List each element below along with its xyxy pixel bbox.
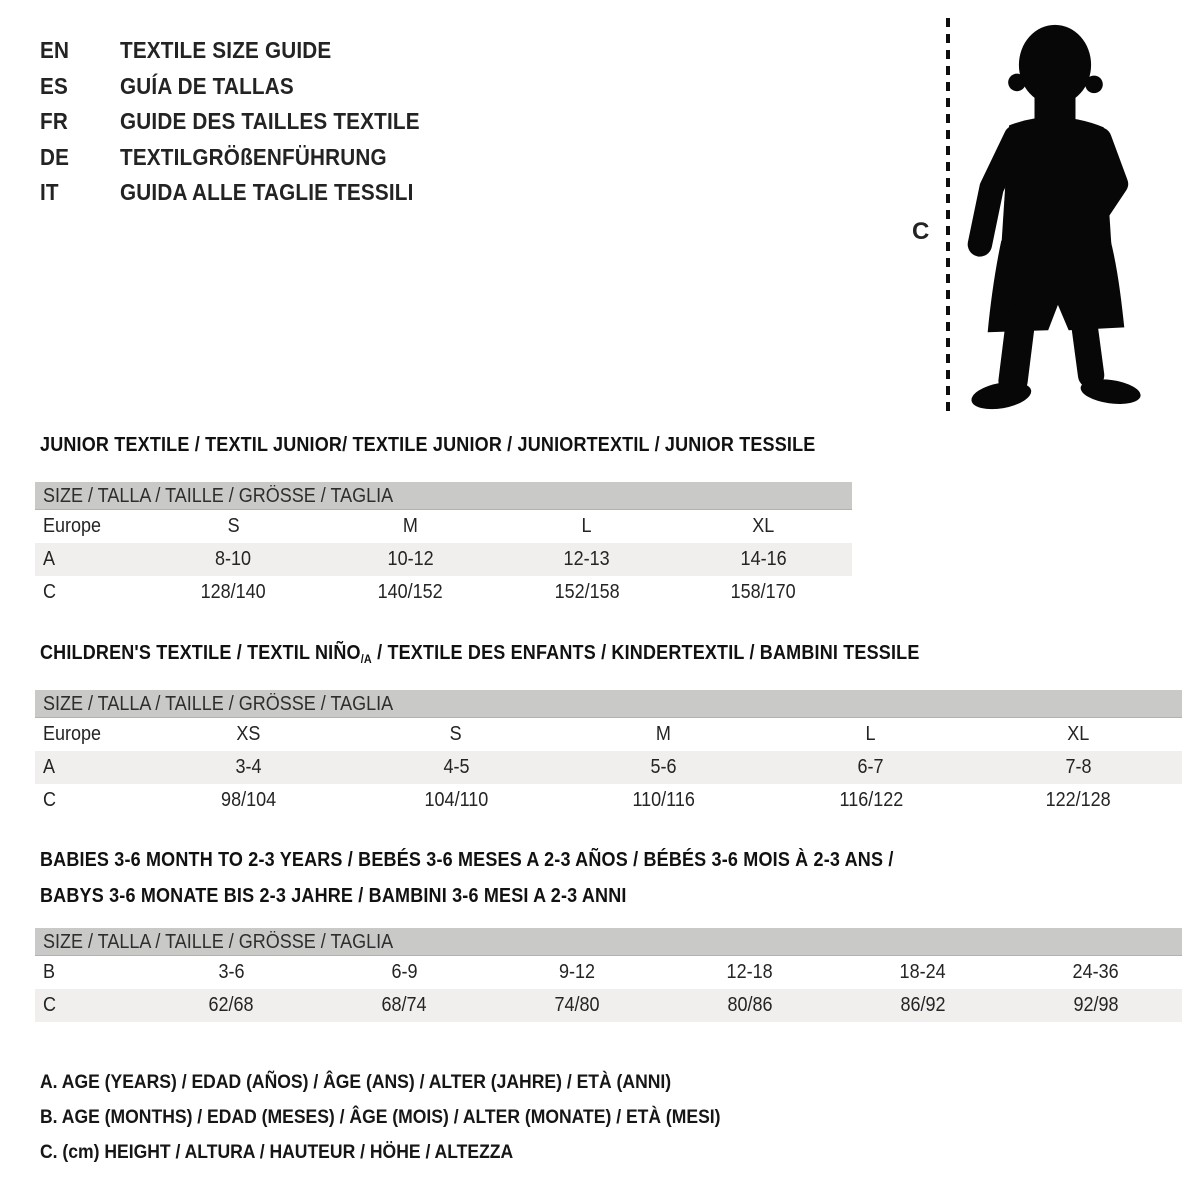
size-cell: M [402,515,418,537]
lang-row-en [40,33,453,69]
months-cell: 6-9 [391,961,418,983]
age-cell: 5-6 [650,756,677,778]
row-label: C [43,994,57,1016]
lang-code: DE [40,143,70,170]
height-cell: 92/98 [1073,994,1119,1016]
nino-a-subscript: /A [360,652,372,667]
legend-age-years: A. AGE (YEARS) / EDAD (AÑOS) / ÂGE (ANS) / ALTER (JAHRE) / ETÀ (ANNI) [40,1071,672,1093]
row-label: A [43,756,56,778]
lang-code: ES [40,72,68,99]
months-cell: 24-36 [1072,961,1119,983]
size-header-band: SIZE / TALLA / TAILLE / GRÖSSE / TAGLIA [35,482,852,510]
size-cell: L [865,723,876,745]
height-cell: 122/128 [1045,789,1111,811]
age-cell: 14-16 [740,548,787,570]
height-measure-label: C [912,218,930,245]
babies-section-title-line2: BABYS 3-6 MONATE BIS 2-3 JAHRE / BAMBINI 3-6 MESI A 2-3 ANNI [40,885,627,907]
height-cell: 128/140 [200,581,266,603]
height-measure-dashed-line [946,18,950,416]
legend-height-cm: C. (cm) HEIGHT / ALTURA / HAUTEUR / HÖHE / ALTEZZA [40,1141,514,1163]
height-cell: 158/170 [731,581,797,603]
toddler-silhouette-icon [960,20,1150,420]
row-label: B [43,961,56,983]
lang-code: FR [40,108,68,134]
lang-row-es [40,69,453,105]
size-cell: S [450,723,463,745]
height-cell: 62/68 [208,994,254,1016]
babies-size-table [35,928,1182,1022]
lang-code: EN [40,37,70,63]
size-cell: L [581,515,592,537]
table-row-europe [35,510,852,543]
row-label: Europe [43,723,102,745]
table-row-months [35,956,1182,989]
lang-code: IT [40,179,59,205]
height-cell: 98/104 [221,789,277,811]
size-header-band: SIZE / TALLA / TAILLE / GRÖSSE / TAGLIA [35,928,1182,956]
table-row-height [35,784,1182,817]
lang-label: GUIDE DES TAILLES TEXTILE [120,108,420,134]
months-cell: 3-6 [218,961,245,983]
size-cell: XS [236,723,261,745]
size-cell: S [227,515,240,537]
size-cell: XL [752,515,775,537]
lang-label: TEXTILE SIZE GUIDE [120,37,332,63]
language-header [40,33,453,211]
size-header-band: SIZE / TALLA / TAILLE / GRÖSSE / TAGLIA [35,690,1182,718]
table-row-europe [35,718,1182,751]
height-cell: 116/122 [839,789,903,811]
junior-section-title: JUNIOR TEXTILE / TEXTIL JUNIOR/ TEXTILE JUNIOR / JUNIORTEXTIL / JUNIOR TESSILE [40,434,816,456]
height-cell: 110/116 [632,789,695,811]
row-label: A [43,548,56,570]
months-cell: 12-18 [726,961,773,983]
age-cell: 12-13 [563,548,610,570]
table-row-age [35,543,852,576]
table-row-height [35,989,1182,1022]
table-row-height [35,576,852,609]
height-cell: 104/110 [424,789,488,811]
age-cell: 4-5 [443,756,470,778]
junior-size-table [35,482,852,609]
legend-age-months: B. AGE (MONTHS) / EDAD (MESES) / ÂGE (MOIS) / ALTER (MONATE) / ETÀ (MESI) [40,1106,721,1128]
lang-row-de [40,140,453,176]
row-label: Europe [43,515,102,537]
height-cell: 86/92 [900,994,946,1016]
height-cell: 68/74 [381,994,427,1016]
size-cell: M [656,723,672,745]
babies-section-title-line1: BABIES 3-6 MONTH TO 2-3 YEARS / BEBÉS 3-6 MESES A 2-3 AÑOS / BÉBÉS 3-6 MOIS À 2-3 ANS / [40,849,894,871]
age-cell: 7-8 [1065,756,1092,778]
age-cell: 3-4 [235,756,262,778]
height-cell: 74/80 [554,994,600,1016]
lang-row-fr [40,104,453,140]
age-cell: 8-10 [215,548,252,570]
children-size-table [35,690,1182,817]
children-section-title: CHILDREN'S TEXTILE / TEXTIL $NIÑO_{/A}$ / TEXTILE DES ENFANTS / KINDERTEXTIL / BAMBINI TESSILE [40,642,920,667]
age-cell: 6-7 [857,756,884,778]
row-label: C [43,581,57,603]
months-cell: 18-24 [899,961,946,983]
height-cell: 152/158 [554,581,620,603]
lang-label: TEXTILGRÖßENFÜHRUNG [120,143,387,170]
height-cell: 80/86 [727,994,773,1016]
table-row-age [35,751,1182,784]
lang-row-it [40,175,453,211]
row-label: C [43,789,57,811]
lang-label: GUIDA ALLE TAGLIE TESSILI [120,179,414,205]
size-cell: XL [1067,723,1090,745]
lang-label: GUÍA DE TALLAS [120,72,294,99]
months-cell: 9-12 [559,961,596,983]
height-cell: 140/152 [377,581,443,603]
age-cell: 10-12 [387,548,434,570]
